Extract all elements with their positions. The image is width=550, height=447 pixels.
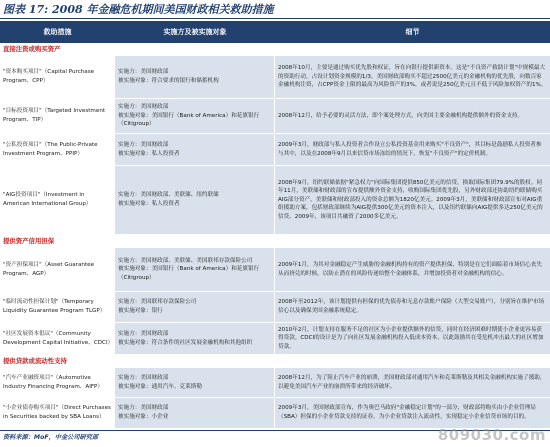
measure-cell: "AIG投资项目"（Investment in American International Group） xyxy=(0,166,114,234)
source-note: 资料来源：MoF，中金公司研究部 xyxy=(0,430,550,447)
parties-cell xyxy=(115,292,274,322)
parties-cell xyxy=(115,134,274,165)
details-cell: 2010年2月，计划支持在服务不足的社区为小企业提供额外的信贷，同时在经济困难时期使小企业更容易获得贷款。CDCI的设计是为了向社区发展金融机构投入低成本资本，以此鼓励其在受危机冲击最大的社区增加贷款。 xyxy=(275,323,550,354)
watermark: 809030.com xyxy=(437,426,546,444)
parties-text: 实施方：美国财政部、美联储、美国联邦存款保险公司 被实施对象：美国银行（Bank of America）和花旗银行（Citigroup） xyxy=(118,257,260,281)
parties-cell xyxy=(115,99,274,133)
section-title: 直接注资或购买资产 xyxy=(3,45,61,53)
header-details: 细节 xyxy=(405,28,420,36)
details-cell: 2008年10月，主要是通过购买优先股和权证，旨在向银行提供新资本。这是"不良资产救助计划"中规模最大的资助行动，占设计划资金规模的1/3。美国财政部购买不超过2500亿美元的金融机构的优先股，向数百家金融机构注资，占CPP资金上限的最高为风险资产的3%，或者说是250亿美元且不低于风险加权资产的1%。 xyxy=(275,56,550,98)
measure-cell: "临时流动性担保计划"（Temporary Liquidity Guarantee Program TLGP） xyxy=(0,292,114,322)
table-row xyxy=(0,323,550,355)
measure-cell: "目标投资项目"（Targeted Investment Program、TIP） xyxy=(0,99,114,133)
measure-cell: "公私投资项目"（The Public-Private Investment Program、PPIP） xyxy=(0,134,114,165)
parties-text: 实施方：美国财政部 被实施对象：符合条件的社区发展金融机构和其他组织 xyxy=(118,330,253,346)
details-cell: 2009年3月，财政部与私人投资者合作设立公私投资基金用来购买"不良资产"，其目标是鼓励私人投资者参与其中，以及在2008年9月以来信贷市场冻结的情况下，恢复"不良资产"的定价机制。 xyxy=(275,134,550,165)
table-row xyxy=(0,56,550,99)
table-row xyxy=(0,292,550,323)
parties-cell xyxy=(115,248,274,291)
measure-cell: "社区发展资本倡议"（Community Development Capital Initiative、CDCI） xyxy=(0,323,114,354)
parties-text: 实施方：美国财政部 被实施对象：通用汽车、克莱斯勒 xyxy=(118,374,202,390)
parties-text: 实施方：美国联邦存款保险公司 被实施对象：银行 xyxy=(118,299,197,314)
measure-cell: "小企业债券购买项目"（Direct Purchases in Securities backed by SBA Loans） xyxy=(0,398,114,428)
section-title: 提供资产信用担保 xyxy=(3,237,55,245)
details-cell: 2008年12月，为了阻止汽车产业的崩溃，美国财政部对通用汽车和克莱斯勒及其相关金融机构实施了援助，以避免美国汽车产业的崩溃所带来的经济破坏。 xyxy=(275,368,550,397)
table-row xyxy=(0,368,550,398)
section-title: 提供贷款或流动性支持 xyxy=(3,357,67,365)
measure-cell: "资本购买项目"（Capital Purchase Program、CPP） xyxy=(0,56,114,98)
figure-title: 图表 17: 2008 年金融危机期间美国财政相关救助措施 xyxy=(0,0,550,19)
parties-text: 实施方：美国财政部 被实施对象：小企业 xyxy=(118,405,169,420)
parties-cell xyxy=(115,368,274,397)
details-cell: 2008年12月，给予必要的灵活方法，即个案处理方式，向美国主要金融机构提供额外的资金支持。 xyxy=(275,99,550,133)
parties-cell xyxy=(115,166,274,234)
parties-cell xyxy=(115,323,274,354)
parties-text: 实施方：美国财政部 被实施对象：符合要求的银行和储蓄机构 xyxy=(118,69,219,84)
measure-cell: "汽车产业融资项目"（Automotive Industry Financing Program、AIFP） xyxy=(0,368,114,397)
table-row xyxy=(0,398,550,429)
details-cell: 2009年1月，为其对金融稳定产生威胁的金融机构持有的资产提供担保，特别是在它们面临着市场信心丧失从而挤兑的时候，以防止潜在的风险传递给整个金融体系，并增加投资者对金融机构的信心。 xyxy=(275,248,550,291)
header-measure: 救助措施 xyxy=(43,28,72,36)
measure-cell: "资产担保项目"（Asset Guarantee Program、AGP） xyxy=(0,248,114,291)
table-row xyxy=(0,248,550,292)
details-cell: 2008年9月，纽约联储依据"紧急权力"向国际集团提供850亿美元的信贷，换取国际集团79.9%的股权。同年11月，美联储和财政部的宣布提供额外资金支持，收购国际集团优先股，另外财政部还协助纽约联储购买AIG部分资产，美联储和财政部投入的资金总额为1820亿美元。2009年3月，美联储和财政部宣布对AIG重组援助方案，包括财政部继续为AIG提供300亿美元的资本注入，以及纽约联储向AIG提供多达250亿美元的信贷。2009年，该项目共融资了2000多亿美元。 xyxy=(275,166,550,234)
details-cell: 2008年至2012年，该计划提供有担保的优先债券和无息存款账户保险（大型交易账户），分别旨在维护市场信心以及确保美国金融系统稳定。 xyxy=(275,292,550,322)
parties-cell xyxy=(115,56,274,98)
details-cell: 2009年3月，美国财政部宣布，作为奥巴马政府"金融稳定计划"的一部分，财政部将购买由小企业管理局（SBA）担保的小企业贷款支持的证券，为小企业贷款注入流动性，实现稳定小企业信贷市场的目的。 xyxy=(275,398,550,428)
table-row xyxy=(0,166,550,235)
parties-text: 实施方：美国财政部 被实施对象：私人投资者 xyxy=(118,141,180,157)
header-parties: 实施方及被实施对象 xyxy=(163,28,227,36)
parties-cell xyxy=(115,398,274,428)
parties-text: 实施方：美国财政部 被实施对象：美国银行（Bank of America）和花旗银行（Citigroup） xyxy=(118,104,260,128)
table-row xyxy=(0,134,550,166)
table-row xyxy=(0,99,550,134)
table-header xyxy=(0,21,550,43)
parties-text: 实施方：美国财政部、美联储、纽约联储 被实施对象：私人投资者 xyxy=(118,192,219,207)
